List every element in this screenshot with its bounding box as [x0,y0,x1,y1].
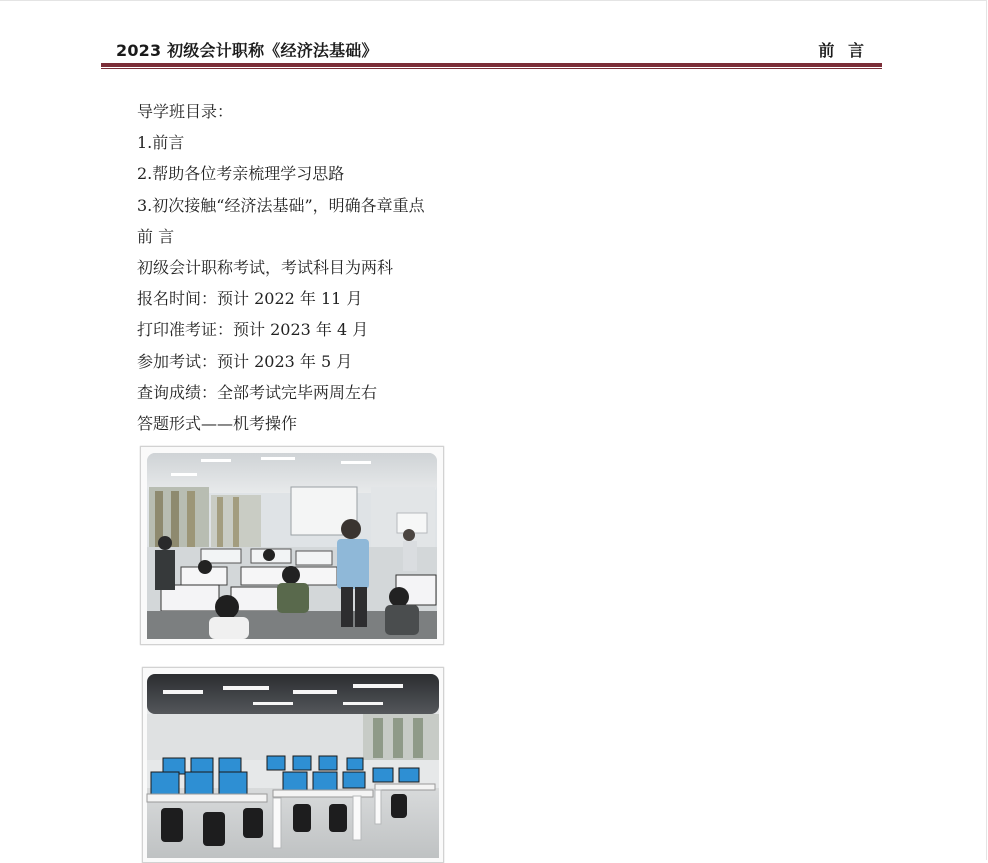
document-body [137,96,837,439]
paragraph-line: 初级会计职称考试，考试科目为两科 [137,257,394,277]
page-header [116,38,868,62]
header-title: 2023 初级会计职称《经济法基础》 [116,41,378,60]
paragraph-line: 报名时间：预计 2022 年 11 月 [137,289,363,309]
toc-item-1: 1.前言 [137,133,185,153]
section-heading: 前 言 [137,226,175,246]
header-section-label: 前 言 [818,41,868,60]
paragraph-line: 答题形式——机考操作 [137,413,298,433]
paragraph-line: 打印准考证：预计 2023 年 4 月 [137,320,369,340]
exam-room-photo-1 [140,446,444,645]
header-rule-thin [101,68,882,69]
paragraph-line: 参加考试：预计 2023 年 5 月 [137,351,353,371]
toc-item-2: 2.帮助各位考亲梳理学习思路 [137,164,345,184]
exam-room-photo-2 [142,667,444,863]
paragraph-line: 查询成绩：全部考试完毕两周左右 [137,382,378,402]
toc-heading: 导学班目录： [137,102,234,121]
header-rule-thick [101,63,882,67]
toc-item-3: 3.初次接触“经济法基础”，明确各章重点 [137,195,425,215]
